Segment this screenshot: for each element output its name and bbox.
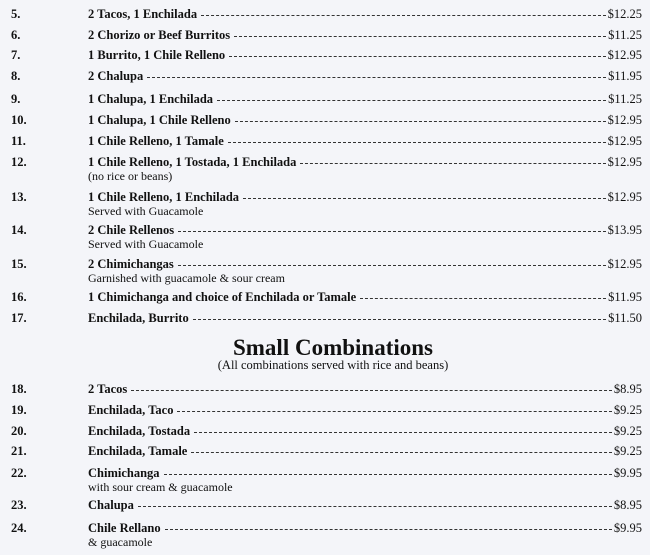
item-name: Chile Rellano — [88, 521, 161, 535]
item-number: 17. — [11, 311, 27, 325]
item-number: 11. — [11, 134, 26, 148]
item-name: 2 Chalupa — [88, 69, 144, 83]
item-number: 19. — [11, 403, 27, 417]
dot-leader — [131, 390, 612, 391]
dot-leader — [201, 15, 606, 16]
item-number: 5. — [11, 7, 21, 21]
item-name: 1 Chile Relleno, 1 Enchilada — [88, 190, 240, 204]
item-price: $11.50 — [608, 311, 642, 325]
item-number: 15. — [11, 257, 27, 271]
item-price: $8.95 — [613, 498, 642, 512]
dot-leader — [360, 298, 606, 299]
item-number: 21. — [11, 444, 27, 458]
dot-leader — [164, 474, 612, 475]
item-number: 7. — [11, 48, 21, 62]
item-number: 22. — [11, 466, 27, 480]
dot-leader — [217, 100, 606, 101]
dot-leader — [177, 411, 611, 412]
item-number: 9. — [11, 92, 21, 106]
item-number: 16. — [11, 290, 27, 304]
dot-leader — [165, 529, 612, 530]
item-name: 1 Chalupa, 1 Chile Relleno — [88, 113, 231, 127]
item-price: $9.95 — [613, 466, 642, 480]
item-number: 23. — [11, 498, 27, 512]
item-name: Enchilada, Taco — [88, 403, 174, 417]
item-name: Enchilada, Burrito — [88, 311, 189, 325]
item-name: 2 Chimichangas — [88, 257, 174, 271]
dot-leader — [194, 432, 612, 433]
item-price: $11.95 — [608, 69, 642, 83]
item-name: 1 Chile Relleno, 1 Tamale — [88, 134, 224, 148]
item-number: 14. — [11, 223, 27, 237]
dot-leader — [178, 231, 606, 232]
item-price: $11.25 — [608, 92, 642, 106]
item-note: & guacamole — [88, 535, 153, 549]
item-price: $12.25 — [607, 7, 642, 21]
dot-leader — [147, 77, 606, 78]
item-price: $11.95 — [608, 290, 642, 304]
dot-leader — [193, 319, 606, 320]
item-name: 2 Chorizo or Beef Burritos — [88, 28, 231, 42]
item-number: 18. — [11, 382, 27, 396]
item-name: Enchilada, Tamale — [88, 444, 188, 458]
item-price: $12.95 — [607, 134, 642, 148]
item-name: 1 Chimichanga and choice of Enchilada or Tamale — [88, 290, 357, 304]
item-price: $13.95 — [607, 223, 642, 237]
item-name: 1 Burrito, 1 Chile Relleno — [88, 48, 226, 62]
dot-leader — [234, 36, 606, 37]
section-subtitle: (All combinations served with rice and beans) — [217, 358, 449, 372]
item-name: 2 Tacos — [88, 382, 128, 396]
dot-leader — [229, 56, 605, 57]
dot-leader — [178, 265, 606, 266]
dot-leader — [138, 506, 612, 507]
item-number: 6. — [11, 28, 21, 42]
item-name: Chalupa — [88, 498, 134, 512]
item-note: Served with Guacamole — [88, 237, 204, 251]
item-name: 1 Chile Relleno, 1 Tostada, 1 Enchilada — [88, 155, 297, 169]
item-price: $12.95 — [607, 113, 642, 127]
item-name: 1 Chalupa, 1 Enchilada — [88, 92, 214, 106]
item-price: $12.95 — [607, 155, 642, 169]
item-note: with sour cream & guacamole — [88, 480, 233, 494]
item-price: $12.95 — [607, 257, 642, 271]
item-number: 10. — [11, 113, 27, 127]
item-number: 12. — [11, 155, 27, 169]
item-number: 13. — [11, 190, 27, 204]
dot-leader — [228, 142, 606, 143]
item-price: $11.25 — [608, 28, 642, 42]
item-price: $8.95 — [613, 382, 642, 396]
item-price: $12.95 — [607, 190, 642, 204]
item-price: $9.95 — [613, 521, 642, 535]
item-name: Chimichanga — [88, 466, 160, 480]
item-price: $9.25 — [613, 424, 642, 438]
item-number: 20. — [11, 424, 27, 438]
item-note: Garnished with guacamole & sour cream — [88, 271, 285, 285]
dot-leader — [300, 163, 605, 164]
item-number: 24. — [11, 521, 27, 535]
item-number: 8. — [11, 69, 21, 83]
item-price: $12.95 — [607, 48, 642, 62]
item-price: $9.25 — [613, 403, 642, 417]
dot-leader — [235, 121, 606, 122]
item-name: 2 Chile Rellenos — [88, 223, 175, 237]
dot-leader — [191, 452, 612, 453]
item-name: Enchilada, Tostada — [88, 424, 191, 438]
item-name: 2 Tacos, 1 Enchilada — [88, 7, 198, 21]
item-note: Served with Guacamole — [88, 204, 204, 218]
item-note: (no rice or beans) — [88, 169, 173, 183]
dot-leader — [243, 198, 606, 199]
item-price: $9.25 — [613, 444, 642, 458]
section-title: Small Combinations — [232, 335, 433, 360]
